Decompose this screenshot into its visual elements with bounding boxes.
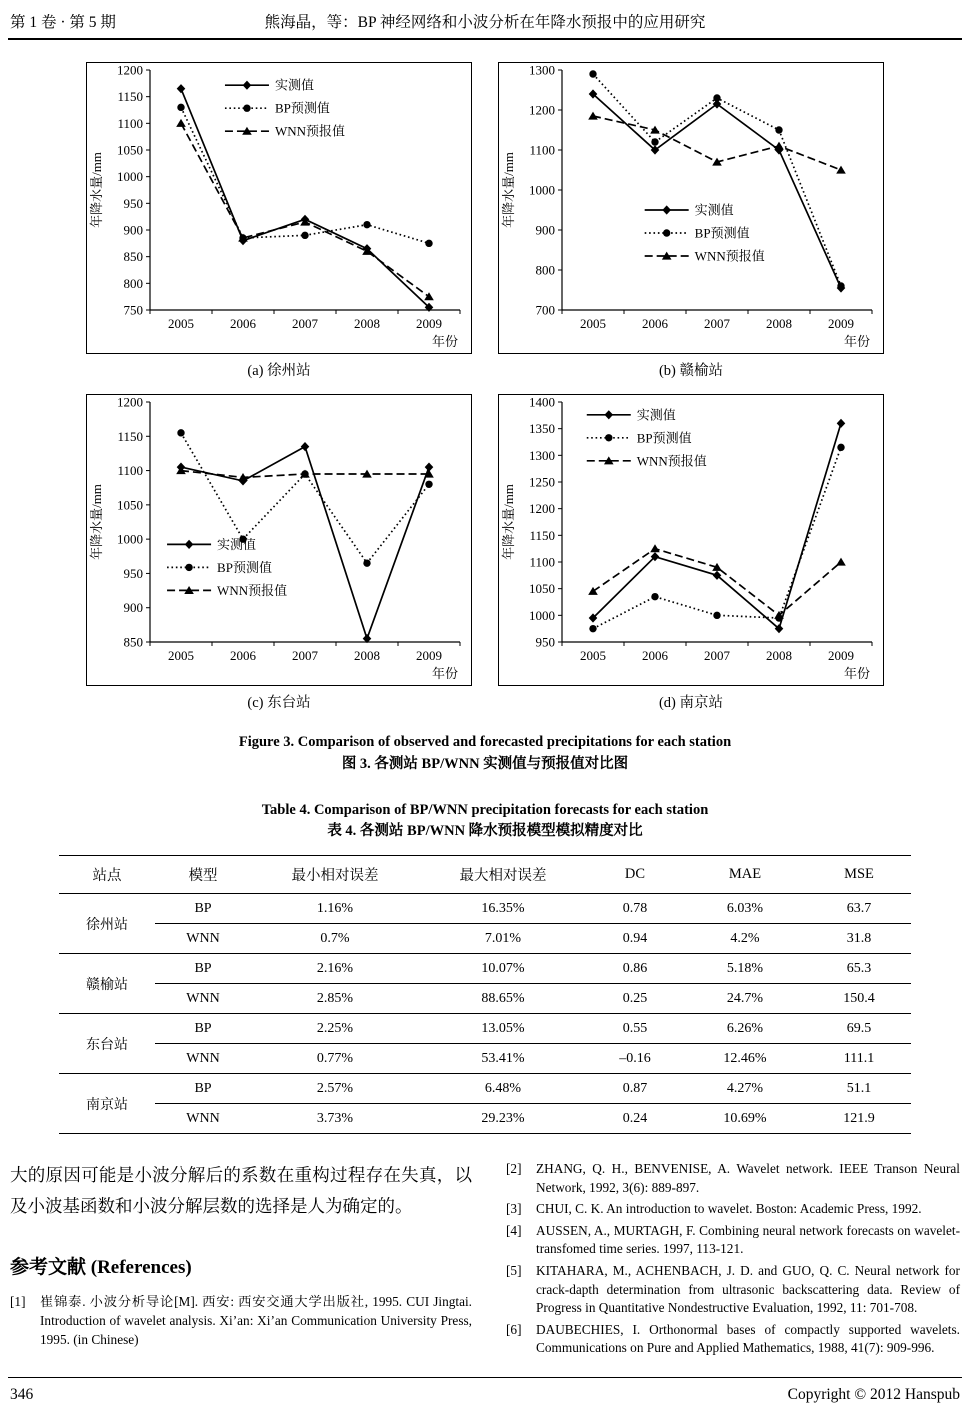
reference-number: [4] <box>506 1222 522 1238</box>
svg-text:2005: 2005 <box>580 316 606 331</box>
table-row <box>59 924 911 954</box>
table-cell: 1.16% <box>251 894 419 924</box>
table-cell: 0.55 <box>587 1014 683 1044</box>
svg-text:850: 850 <box>123 634 143 650</box>
svg-text:750: 750 <box>123 302 143 318</box>
references-list-left <box>10 1293 472 1349</box>
table-header: 最大相对误差 <box>419 856 587 894</box>
chart-d-canvas <box>498 394 884 686</box>
legend-label-wnn-forecast: WNN预报值 <box>694 248 765 264</box>
svg-text:2008: 2008 <box>354 648 380 663</box>
table-row <box>59 1044 911 1074</box>
svg-text:900: 900 <box>123 222 143 238</box>
table-cell: 0.24 <box>622 1110 648 1126</box>
svg-text:2009: 2009 <box>416 316 442 331</box>
reference-text: ZHANG, Q. H., BENVENISE, A. Wavelet network. IEEE Transon Neural Network, 1992, 3(6): 889-897. <box>536 1161 960 1195</box>
svg-text:1100: 1100 <box>117 463 143 479</box>
table-cell: 31.8 <box>807 924 911 954</box>
svg-text:1100: 1100 <box>529 554 555 570</box>
svg-text:1100: 1100 <box>529 142 555 158</box>
legend-label-observed: 实测值 <box>274 77 314 93</box>
y-axis-title: 年降水量/mm <box>89 152 104 228</box>
table-cell: 29.23% <box>481 1110 525 1126</box>
legend-label-bp-forecast: BP预测值 <box>636 430 692 446</box>
svg-text:2006: 2006 <box>230 316 256 331</box>
svg-text:1000: 1000 <box>529 607 555 623</box>
figure3-charts <box>85 62 885 712</box>
table-cell: 0.77% <box>251 1044 419 1074</box>
table-cell: WNN <box>186 1110 220 1126</box>
y-axis-title: 年降水量/mm <box>501 152 516 228</box>
table-cell: 13.05% <box>419 1014 587 1044</box>
table-cell: 4.2% <box>683 924 807 954</box>
chart-b-ganyu <box>498 62 884 380</box>
figure3-area <box>85 62 885 776</box>
reference-text: KITAHARA, M., ACHENBACH, J. D. and GUO, Q. C. Neural network for crack-dapth determination from ultrasonic backscattering data. Review of Progress in Quantitative Nondestructive Evaluation, 1992, 11: 701-708. <box>536 1263 960 1316</box>
page-footer <box>8 1377 962 1414</box>
svg-text:800: 800 <box>535 262 555 278</box>
reference-item <box>506 1222 960 1259</box>
chart-d-caption: (d) 南京站 <box>658 695 724 711</box>
svg-text:1150: 1150 <box>117 428 143 444</box>
svg-text:1000: 1000 <box>117 531 143 547</box>
table-cell: BP <box>155 954 251 984</box>
table-cell: 53.41% <box>419 1044 587 1074</box>
svg-text:950: 950 <box>123 565 143 581</box>
svg-text:700: 700 <box>535 302 555 318</box>
table-header: MSE <box>807 856 911 894</box>
legend-label-bp-forecast: BP预测值 <box>217 559 272 575</box>
reference-item <box>506 1262 960 1318</box>
station-cell: 徐州站 <box>59 894 155 954</box>
table-cell: 0.25 <box>587 984 683 1014</box>
table-cell: 10.69% <box>723 1110 767 1126</box>
table-cell: –0.16 <box>587 1044 683 1074</box>
x-axis-title: 年份 <box>843 334 870 349</box>
table-cell: 0.86 <box>587 954 683 984</box>
table-cell: 111.1 <box>807 1044 911 1074</box>
chart-a-canvas <box>86 62 472 354</box>
table-cell: 51.1 <box>807 1074 911 1104</box>
body-text <box>8 1160 962 1361</box>
figure3-caption-zh: 图 3. 各测站 BP/WNN 实测值与预报值对比图 <box>341 755 629 772</box>
table-cell: 150.4 <box>807 984 911 1014</box>
svg-text:2005: 2005 <box>580 648 606 663</box>
svg-text:2005: 2005 <box>168 648 194 663</box>
table-cell: 0.78 <box>587 894 683 924</box>
legend-label-wnn-forecast: WNN预报值 <box>636 453 707 469</box>
svg-text:1000: 1000 <box>117 169 143 185</box>
reference-text: DAUBECHIES, I. Orthonormal bases of compactly supported wavelets. Communications on Pure and Applied Mathematics, 1988, 41(7): 909-996. <box>536 1321 960 1356</box>
table4-area <box>8 776 962 1135</box>
table-cell: WNN <box>155 984 251 1014</box>
copyright-notice: Copyright © 2012 Hanspub <box>787 1386 960 1403</box>
page-header <box>8 8 962 40</box>
table-cell: 2.85% <box>251 984 419 1014</box>
svg-text:1000: 1000 <box>529 182 555 198</box>
svg-text:2009: 2009 <box>416 648 442 663</box>
station-cell: 东台站 <box>59 1014 155 1074</box>
chart-c-canvas <box>86 394 472 686</box>
table-cell: BP <box>155 1074 251 1104</box>
table-cell: 121.9 <box>843 1110 875 1126</box>
svg-text:950: 950 <box>123 195 143 211</box>
svg-text:2009: 2009 <box>828 648 854 663</box>
reference-number: [2] <box>506 1161 522 1176</box>
table-cell: 2.16% <box>251 954 419 984</box>
svg-text:800: 800 <box>123 275 143 291</box>
table-cell: 0.94 <box>587 924 683 954</box>
y-axis-title: 年降水量/mm <box>89 484 104 560</box>
chart-a-xuzhou <box>86 62 472 380</box>
table-cell: 16.35% <box>419 894 587 924</box>
table-cell: 6.26% <box>683 1014 807 1044</box>
table-row <box>59 954 911 984</box>
legend-label-bp-forecast: BP预测值 <box>274 100 330 116</box>
figure3-caption-en: Figure 3. Comparison of observed and forecasted precipitations for each station <box>238 734 732 750</box>
table-cell: 4.27% <box>683 1074 807 1104</box>
svg-text:1200: 1200 <box>529 102 555 118</box>
chart-b-canvas <box>498 62 884 354</box>
table-cell: 10.07% <box>419 954 587 984</box>
legend-label-observed: 实测值 <box>694 202 734 218</box>
svg-text:1400: 1400 <box>529 394 555 410</box>
references-heading: 参考文献 (References) <box>10 1257 192 1279</box>
table-header: MAE <box>683 856 807 894</box>
svg-text:1200: 1200 <box>117 62 143 78</box>
table-row <box>59 984 911 1014</box>
x-axis-title: 年份 <box>431 334 458 349</box>
table-row <box>59 1104 911 1134</box>
svg-text:1150: 1150 <box>529 527 555 543</box>
table-cell: 12.46% <box>683 1044 807 1074</box>
table-cell: 0.7% <box>251 924 419 954</box>
chart-d-nanjing <box>498 394 884 712</box>
table-cell: WNN <box>155 924 251 954</box>
table-cell: 0.87 <box>587 1074 683 1104</box>
running-title: 熊海晶，等：BP 神经网络和小波分析在年降水预报中的应用研究 <box>264 14 706 31</box>
table-cell: 2.25% <box>251 1014 419 1044</box>
reference-number: [6] <box>506 1321 522 1337</box>
svg-text:2007: 2007 <box>704 316 730 331</box>
svg-text:1050: 1050 <box>529 581 555 597</box>
table-cell: BP <box>155 894 251 924</box>
reference-item <box>506 1200 960 1219</box>
legend-label-observed: 实测值 <box>217 536 257 552</box>
svg-text:2008: 2008 <box>766 316 792 331</box>
table-cell: 65.3 <box>807 954 911 984</box>
table-cell: 5.18% <box>683 954 807 984</box>
svg-text:900: 900 <box>535 222 555 238</box>
figure3-caption <box>85 732 885 776</box>
svg-text:2008: 2008 <box>766 648 792 663</box>
right-column <box>506 1160 960 1361</box>
table-cell: 69.5 <box>807 1014 911 1044</box>
table-cell: BP <box>155 1014 251 1044</box>
table-cell: 63.7 <box>807 894 911 924</box>
table-cell: 6.03% <box>683 894 807 924</box>
legend-label-wnn-forecast: WNN预报值 <box>274 123 346 139</box>
svg-text:2006: 2006 <box>642 316 668 331</box>
reference-number: [3] <box>506 1201 522 1217</box>
reference-text: 崔锦泰. 小波分析导论[M]. 西安: 西安交通大学出版社, 1995. CUI Jingtai. Introduction of wavelet analysis. Xi’an: Xi’an Communication University Press, 1995. (in Chinese) <box>40 1294 472 1347</box>
legend-label-bp-forecast: BP预测值 <box>694 225 750 241</box>
y-axis-title: 年降水量/mm <box>501 484 516 560</box>
table-cell: 3.73% <box>316 1110 354 1126</box>
reference-number: [5] <box>506 1263 522 1279</box>
reference-text: CHUI, C. K. An introduction to wavelet. Boston: Academic Press, 1992. <box>536 1201 922 1217</box>
svg-text:1050: 1050 <box>117 497 143 513</box>
svg-text:1350: 1350 <box>529 421 555 437</box>
table-cell: 24.7% <box>683 984 807 1014</box>
svg-text:1200: 1200 <box>529 501 555 517</box>
svg-text:2007: 2007 <box>704 648 730 663</box>
reference-item <box>10 1293 472 1349</box>
svg-text:1150: 1150 <box>117 89 143 105</box>
journal-issue: 第 1 卷 · 第 5 期 <box>10 14 116 31</box>
legend-label-observed: 实测值 <box>636 407 676 423</box>
svg-text:2006: 2006 <box>230 648 256 663</box>
table-header-row <box>59 856 911 894</box>
svg-text:2006: 2006 <box>642 648 668 663</box>
svg-text:1300: 1300 <box>529 62 555 78</box>
reference-number: [1] <box>10 1294 26 1310</box>
chart-b-caption: (b) 赣榆站 <box>658 363 724 379</box>
svg-text:2007: 2007 <box>292 316 318 331</box>
svg-text:900: 900 <box>123 600 143 616</box>
table-header: 模型 <box>155 856 251 894</box>
table-cell: WNN <box>155 1044 251 1074</box>
table-row <box>59 894 911 924</box>
table-header: 站点 <box>59 856 155 894</box>
svg-text:2007: 2007 <box>292 648 318 663</box>
svg-text:850: 850 <box>123 249 143 265</box>
svg-text:1050: 1050 <box>117 142 143 158</box>
table-cell: 2.57% <box>251 1074 419 1104</box>
station-cell: 赣榆站 <box>59 954 155 1014</box>
x-axis-title: 年份 <box>843 666 870 681</box>
table4-caption <box>8 800 962 844</box>
table4-caption-en: Table 4. Comparison of BP/WNN precipitation forecasts for each station <box>261 801 709 818</box>
table-row <box>59 1074 911 1104</box>
table-header: 最小相对误差 <box>251 856 419 894</box>
table-cell: 88.65% <box>419 984 587 1014</box>
table-cell: 7.01% <box>419 924 587 954</box>
svg-text:950: 950 <box>535 634 555 650</box>
page-number: 346 <box>10 1386 34 1403</box>
reference-item <box>506 1160 960 1197</box>
chart-c-caption: (c) 东台站 <box>247 695 311 711</box>
reference-text: AUSSEN, A., MURTAGH, F. Combining neural network forecasts on wavelet-transfomed time series. 1997, 113-121. <box>536 1222 960 1257</box>
table-header: DC <box>587 856 683 894</box>
references-list-right <box>506 1160 960 1358</box>
svg-text:1200: 1200 <box>117 394 143 410</box>
reference-item <box>506 1321 960 1358</box>
svg-text:1250: 1250 <box>529 474 555 490</box>
svg-text:1100: 1100 <box>117 115 143 131</box>
svg-text:2005: 2005 <box>168 316 194 331</box>
legend-label-wnn-forecast: WNN预报值 <box>217 582 288 598</box>
table4-caption-zh: 表 4. 各测站 BP/WNN 降水预报模型模拟精度对比 <box>327 823 643 840</box>
table-cell: 6.48% <box>419 1074 587 1104</box>
svg-text:2009: 2009 <box>828 316 854 331</box>
left-column <box>10 1160 472 1361</box>
station-cell: 南京站 <box>86 1097 128 1113</box>
x-axis-title: 年份 <box>431 666 458 681</box>
table-row <box>59 1014 911 1044</box>
results-table <box>59 855 911 1134</box>
svg-text:2008: 2008 <box>354 316 380 331</box>
discussion-paragraph: 大的原因可能是小波分解后的系数在重构过程存在失真，以及小波基函数和小波分解层数的选择是人为确定的。 <box>10 1165 472 1217</box>
chart-a-caption: (a) 徐州站 <box>247 363 311 379</box>
svg-text:1300: 1300 <box>529 447 555 463</box>
chart-c-dongtai <box>86 394 472 712</box>
